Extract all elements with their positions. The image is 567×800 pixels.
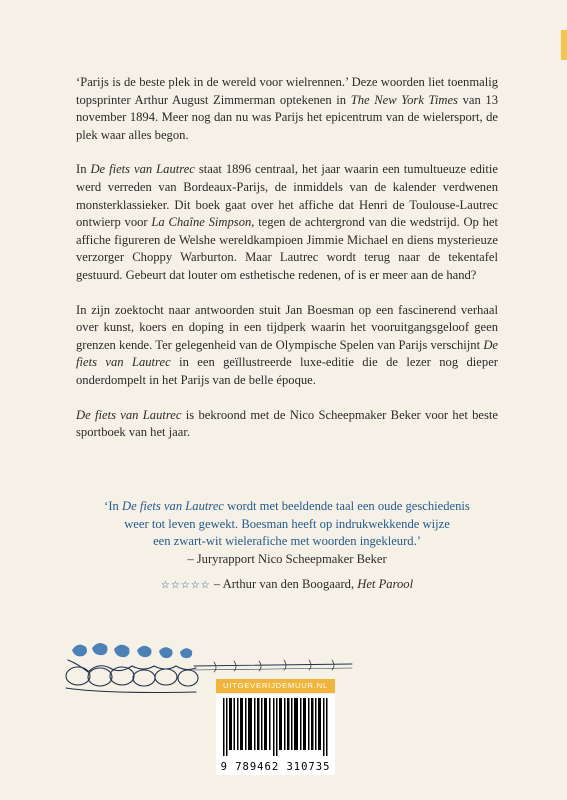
review-source: Het Parool xyxy=(357,577,414,591)
jury-quote xyxy=(76,498,498,568)
back-cover-text xyxy=(76,74,498,459)
paragraph-4: De fiets van Lautrec is bekroond met de Nico Scheepmaker Beker voor het beste sportboek van het jaar. xyxy=(76,407,498,440)
paragraph-1: ‘Parijs is de beste plek in de wereld voor wielrennen.’ Deze woorden liet toenmalig topsprinter Arthur August Zimmerman optekenen in The New York Times van 13 november 1894. Meer nog dan nu was Parijs het epicentrum van de wielersport, de plek waar alles begon. xyxy=(76,75,498,142)
review-author: – Arthur van den Boogaard, xyxy=(210,577,358,591)
press-review xyxy=(76,576,498,595)
quote-line-2: weer tot leven gewekt. Boesman heeft op indrukwekkende wijze xyxy=(124,516,450,531)
barcode-icon xyxy=(223,698,328,756)
rating-stars-icon: ☆☆☆☆☆ xyxy=(160,580,211,591)
quote-line-3: een zwart-wit wielerafiche met woorden ingekleurd.’ xyxy=(153,534,421,549)
isbn-number: 9 789462 310735 xyxy=(220,761,331,773)
corner-tab xyxy=(561,30,567,60)
publisher-url: UITGEVERIJDEMUUR.NL xyxy=(216,679,335,693)
paragraph-3: In zijn zoektocht naar antwoorden stuit Jan Boesman op een fascinerend verhaal over kunst, koers en doping in een tijdperk waarin het vooruitgangsgeloof geen grenzen kende. Ter gelegenheid van de Olympische Spelen van Parijs verschijnt De fiets van Lautrec in een geïllustreerde luxe-editie die de lezer nog dieper onderdompelt in het Parijs van de belle époque. xyxy=(76,302,498,387)
isbn-barcode xyxy=(216,694,335,775)
quote-attribution: – Juryrapport Nico Scheepmaker Beker xyxy=(187,551,387,566)
paragraph-2: In De fiets van Lautrec staat 1896 centraal, het jaar waarin een tumultueuze editie werd verreden van Bordeaux-Parijs, de inmiddels van de kalender verdwenen monsterklassieker. Dit boek gaat over het affiche dat Henri de Toulouse-Lautrec ontwierp voor La Chaîne Simpson, tegen de achtergrond van die wedstrijd. Op het affiche figureren de Welshe wereldkampioen Jimmie Michael en diens mysterieuze verzorger Choppy Warburton. Maar Lautrec wordt terug naar de tekentafel gestuurd. Gebeurt dat louter om esthetische redenen, of is er meer aan de hand? xyxy=(76,162,498,282)
quote-line-1: ‘In De fiets van Lautrec wordt met beeldende taal een oude geschiedenis xyxy=(104,499,470,513)
